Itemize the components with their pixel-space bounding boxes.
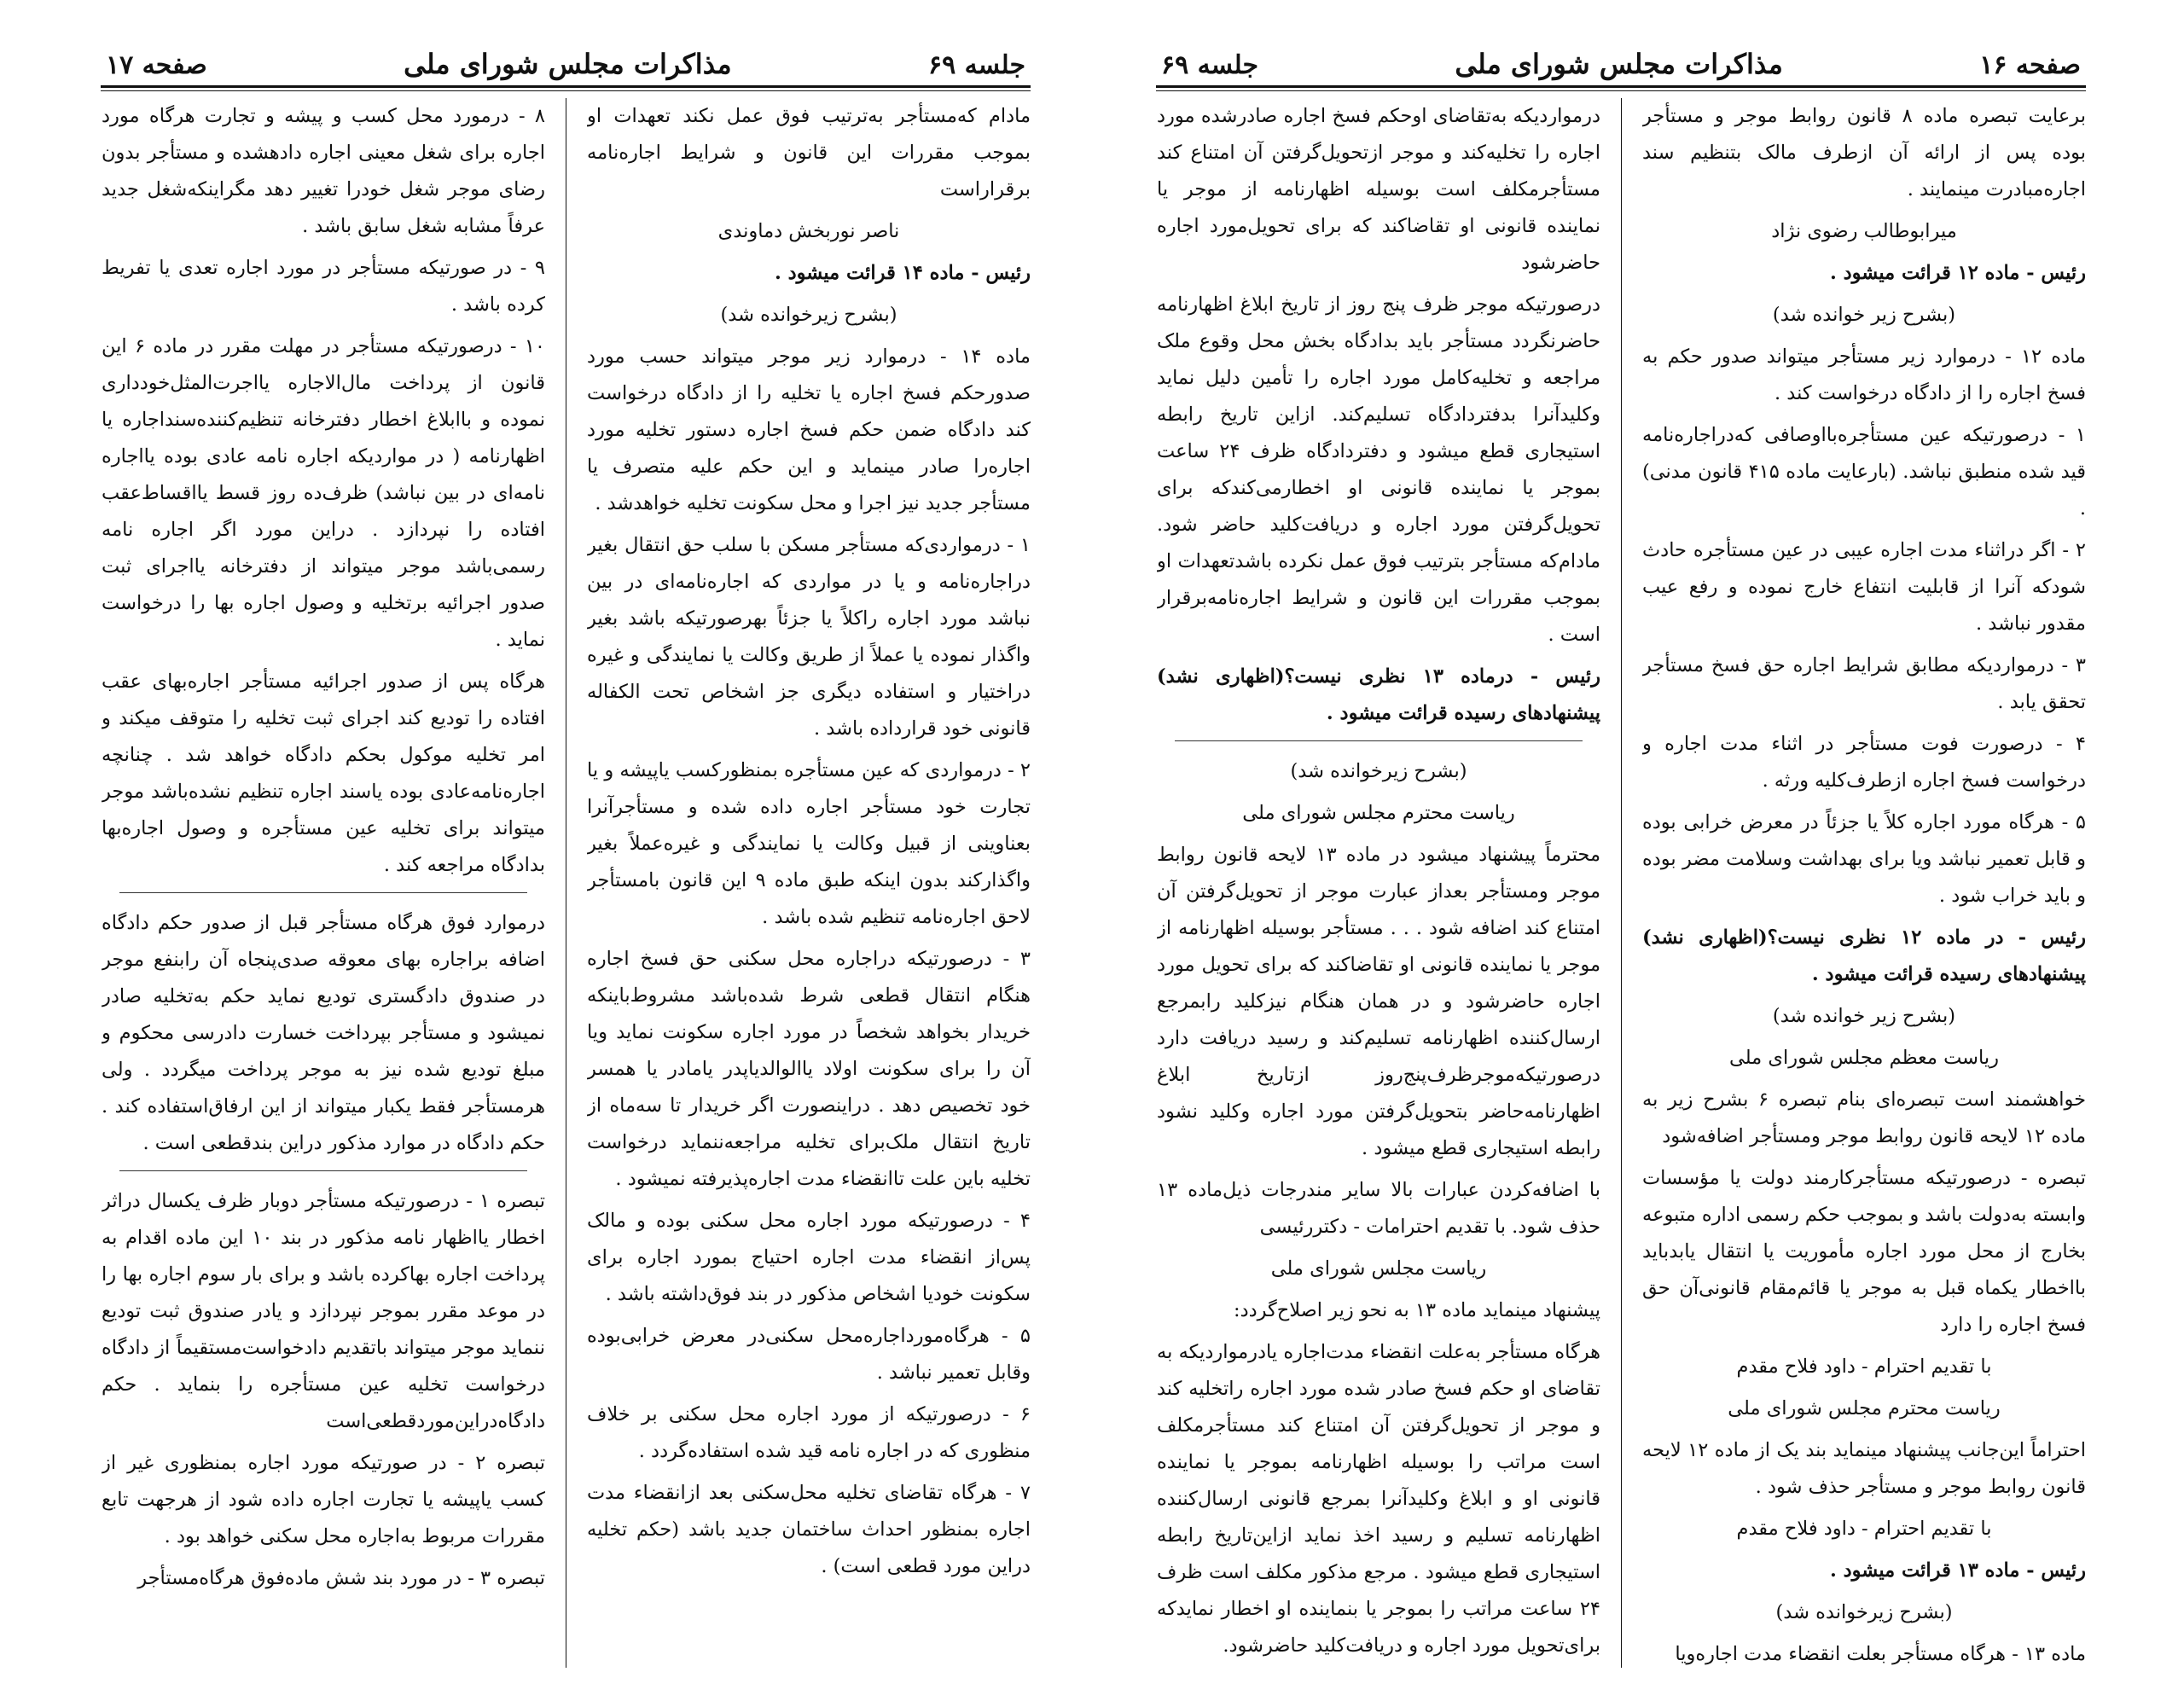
clause-paragraph: ۳ - درمواردیکه مطابق شرایط اجاره حق فسخ مستأجر تحقق یابد . xyxy=(1642,654,2086,713)
session-label: جلسه ۶۹ xyxy=(1161,50,1259,80)
clause-paragraph: ۴ - درصورتیکه مورد اجاره محل سکنی بوده و مالک پس‌از انقضاء مدت اجاره احتیاج بمورد اجاره برای سکونت خودیا اشخاص مذکور در بند فوق‌داشته باشد . xyxy=(587,1210,1031,1305)
clause-paragraph: ۳ - درصورتیکه دراجاره محل سکنی حق فسخ اجاره هنگام انتقال قطعی شرط شده‌باشد مشروط‌باینکه خریدار بخواهد شخصاً در مورد اجاره سکونت نماید ویا آن را برای سکونت اولاد یاالوالدیاپدر یامادر یا همسر خود تخصیص دهد . دراینصورت اگر خریدار تا سه‌ماه از تاریخ انتقال ملک‌برای تخلیه مراجعه‌ننماید درخواست تخلیه باین علت تاانقضاء مدت اجاره‌پذیرفته نمیشود . xyxy=(587,948,1031,1190)
page-16 xyxy=(1156,34,2086,1689)
signature: با تقدیم احترام - داود فلاح مقدم xyxy=(1736,1356,1992,1378)
page-header xyxy=(101,34,1031,80)
speaker-line: رئیس - ماده ۱۴ قرائت میشود . xyxy=(775,262,1031,284)
clause-paragraph: ۴ - درصورت فوت مستأجر در اثناء مدت اجاره و درخواست فسخ اجاره ازطرف‌کلیه ورثه . xyxy=(1642,733,2086,792)
header-rule-thin xyxy=(101,90,1031,91)
article-paragraph: ماده ۱۳ - هرگاه مستأجر بعلت انقضاء مدت اجاره‌ویا xyxy=(1675,1643,2086,1665)
signature: میرابوطالب رضوی نژاد xyxy=(1771,220,1957,242)
paragraph: برعایت تبصره ماده ۸ قانون روابط موجر و مستأجر بوده پس از ارائه آن ازطرف مالک بتنظیم سند اجاره‌مبادرت مینمایند . xyxy=(1642,105,2086,200)
clause-paragraph: ۹ - در صورتیکه مستأجر در مورد اجاره تعدی یا تفریط کرده باشد . xyxy=(102,257,545,316)
column-right xyxy=(587,98,1031,1668)
journal-title: مذاکرات مجلس شورای ملی xyxy=(1455,48,1783,80)
reading-note: (بشرح زیرخوانده شد) xyxy=(720,304,897,326)
page-header xyxy=(1156,34,2086,80)
proposal-paragraph: با اضافه‌کردن عبارات بالا سایر مندرجات ذیل‌ماده ۱۳ حذف شود. با تقدیم احترامات - دکتررئیسی xyxy=(1157,1179,1600,1238)
page-number: صفحه ۱۷ xyxy=(106,50,207,80)
addressee: ریاست محترم مجلس شورای ملی xyxy=(1728,1397,2001,1419)
header-rule xyxy=(101,85,1031,88)
session-label: جلسه ۶۹ xyxy=(927,50,1025,80)
column-right xyxy=(1642,98,2086,1668)
note-paragraph: تبصره ۱ - درصورتیکه مستأجر دوبار ظرف یکسال دراثر اخطار یااظهار نامه مذکور در بند ۱۰ این ماده اقدام به پرداخت اجاره بهاکرده باشد و برای بار سوم اجاره بها را در موعد مقرر بموجر نپردازد و یادر صندوق ثبت تودیع ننماید موجر میتواند باتقدیم دادخواست‌مستقیماً از دادگاه درخواست تخلیه عین مستأجره را بنماید . حکم دادگاه‌دراین‌مورد‌قطعی‌است xyxy=(102,1190,545,1432)
proposal-paragraph: محترماً پیشنهاد میشود در ماده ۱۳ لایحه قانون روابط موجر ومستأجر بعداز عبارت موجر از تحویل‌گرفتن آن امتناع کند اضافه شود . . . مستأجر بوسیله اظهارنامه از موجر یا نماینده قانونی او تقاضاکند که برای تحویل مورد اجاره حاضرشود و در همان هنگام نیزکلید رابمرجع ارسال‌کننده اظهارنامه تسلیم‌کند و رسید دریافت دارد درصورتیکه‌موجرظرف‌پنج‌روز ازتاریخ ابلاغ اظهارنامه‌حاضر بتحویل‌گرفتن مورد اجاره وکلید نشود رابطه استیجاری قطع میشود . xyxy=(1157,844,1600,1159)
reading-note: (بشرح زیرخوانده شد) xyxy=(1290,760,1467,782)
speaker-line: رئیس - ماده ۱۳ قرائت میشود . xyxy=(1830,1559,2086,1582)
journal-title: مذاکرات مجلس شورای ملی xyxy=(404,48,732,80)
clause-paragraph: ۵ - هرگاه‌مورد‌اجاره‌محل سکنی‌در معرض خرابی‌بوده وقابل تعمیر نباشد . xyxy=(587,1325,1031,1384)
column-divider xyxy=(1621,98,1622,1668)
section-separator xyxy=(119,892,527,893)
proposal-paragraph: هرگاه مستأجر به‌علت انقضاء مدت‌اجاره یادرمواردیکه به تقاضای او حکم فسخ صادر شده مورد اجاره راتخلیه کند و موجر از تحویل‌گرفتن آن امتناع کند مستأجرمکلف است مراتب را بوسیله اظهارنامه بموجر یا نماینده قانونی او و ابلاغ وکلیدآنرا بمرجع قانونی ارسال‌کننده اظهارنامه تسلیم و رسید اخذ نماید ازاین‌تاریخ رابطه استیجاری قطع میشود . مرجع مذکور مکلف است ظرف ۲۴ ساعت مراتب را بموجر یا بنماینده او اخطار نمایدکه برای‌تحویل مورد اجاره و دریافت‌کلید حاضرشود. xyxy=(1157,1341,1600,1657)
clause-paragraph: ۲ - اگر دراثناء مدت اجاره عیبی در عین مستأجره حادث شودکه آنرا از قابلیت انتفاع خارج نموده و رفع عیب مقدور نباشد . xyxy=(1642,539,2086,635)
speaker-line: رئیس - ماده ۱۲ قرائت میشود . xyxy=(1830,262,2086,284)
article-paragraph: ماده ۱۲ - درموارد زیر مستأجر میتواند صدور حکم به فسخ اجاره را از دادگاه درخواست کند . xyxy=(1642,345,2086,404)
section-separator xyxy=(1175,740,1583,741)
clause-paragraph: ۵ - هرگاه مورد اجاره کلاً یا جزئاً در معرض خرابی بوده و قابل تعمیر نباشد ویا برای بهداشت وسلامت مضر بوده و باید خراب شود . xyxy=(1642,811,2086,907)
reading-note: (بشرح زیر خوانده شد) xyxy=(1772,304,1956,326)
proposal-paragraph: پیشنهاد مینماید ماده ۱۳ به نحو زیر اصلاح‌گردد: xyxy=(1233,1299,1600,1321)
proposal-paragraph: خواهشمند است تبصره‌ای بنام تبصره ۶ بشرح زیر به ماده ۱۲ لایحه قانون روابط موجر ومستأجر اضافه‌شود xyxy=(1642,1089,2086,1147)
clause-paragraph: ۶ - درصورتیکه از مورد اجاره محل سکنی بر خلاف منظوری که در اجاره نامه قید شده استفاده‌گردد . xyxy=(587,1403,1031,1462)
clause-paragraph: ۸ - درمورد محل کسب و پیشه و تجارت هرگاه مورد اجاره برای شغل معینی اجاره دادهشده و مستأجر بدون رضای موجر شغل خودرا تغییر دهد مگراینکه‌شغل جدید عرفاً مشابه شغل سابق باشد . xyxy=(102,105,545,237)
column-left xyxy=(1157,98,1600,1668)
column-left xyxy=(102,98,545,1668)
clause-paragraph: ۲ - درمواردی که عین مستأجره بمنظورکسب یاپیشه و یا تجارت خود مستأجر اجاره داده شده و مستأجرآنرا بعناوینی از قبیل وکالت یا نمایندگی و غیره‌عملاً بغیر واگذارکند بدون اینکه طبق ماده ۹ این قانون بامستأجر لاحق اجاره‌نامه تنظیم شده باشد . xyxy=(587,759,1031,928)
signature: ناصر نوربخش دماوندی xyxy=(717,220,900,242)
note-paragraph: تبصره - درصورتیکه مستأجرکارمند دولت یا مؤسسات وابسته به‌دولت باشد و بموجب حکم رسمی اداره متبوعه بخارج از محل مورد اجاره مأموریت یا انتقال یابدباید بااخطار یکماه قبل به موجر یا قائم‌مقام قانونی‌آن حق فسخ اجاره را دارد xyxy=(1642,1167,2086,1336)
page-17 xyxy=(101,34,1031,1689)
clause-paragraph: ۷ - هرگاه تقاضای تخلیه محل‌سکنی بعد ازانقضاء مدت اجاره بمنظور احداث ساختمان جدید باشد (حکم تخلیه دراین مورد قطعی است) . xyxy=(587,1482,1031,1577)
paragraph: درمواردیکه به‌تقاضای اوحکم فسخ اجاره صادرشده مورد اجاره را تخلیه‌کند و موجر ازتحویل‌گرفتن آن امتناع کند مستأجرمکلف است بوسیله اظهارنامه از موجر یا نماینده قانونی او تقاضاکند که برای تحویل‌مورد اجاره حاضرشود xyxy=(1157,105,1600,274)
speaker-line: رئیس - درماده ۱۳ نظری نیست؟(اظهاری نشد) پیشنهادهای رسیده قرائت میشود . xyxy=(1157,665,1600,724)
text-columns xyxy=(1156,98,2086,1668)
addressee: ریاست محترم مجلس شورای ملی xyxy=(1242,802,1515,824)
section-separator xyxy=(119,1170,527,1171)
header-rule xyxy=(1156,85,2086,88)
paragraph: مادام که‌مستأجر به‌ترتیب فوق عمل نکند تعهدات او بموجب مقررات این قانون و شرایط اجاره‌نامه برقراراست xyxy=(587,105,1031,200)
note-paragraph: تبصره ۳ - در مورد بند شش ماده‌فوق هرگاه‌مستأجر xyxy=(137,1567,545,1589)
clause-paragraph: ۱ - درمواردی‌که مستأجر مسکن با سلب حق انتقال بغیر دراجاره‌نامه و یا در مواردی که اجاره‌نامه‌ای در بین نباشد مورد اجاره راکلاً یا جزئاً بهرصورتیکه باشد بغیر واگذار نموده یا عملاً از طریق وکالت یا نمایندگی و غیره دراختیار و استفاده دیگری جز اشخاص تحت الکفاله قانونی خود قرارداده باشد . xyxy=(587,534,1031,740)
paragraph: هرگاه پس از صدور اجرائیه مستأجر اجاره‌بهای عقب افتاده را تودیع کند اجرای ثبت تخلیه را متوقف میکند و امر تخلیه موکول بحکم دادگاه خواهد شد . چنانچه اجاره‌نامه‌عادی بوده یاسند اجاره تنظیم نشده‌باشد موجر میتواند برای تخلیه عین مستأجره و وصول اجاره‌بها بدادگاه مراجعه کند . xyxy=(102,671,545,876)
addressee: ریاست معظم مجلس شورای ملی xyxy=(1728,1047,2000,1069)
reading-note: (بشرح زیر خوانده شد) xyxy=(1772,1005,1956,1027)
clause-paragraph: ۱۰ - درصورتیکه مستأجر در مهلت مقرر در ماده ۶ این قانون از پرداخت مال‌الاجاره یااجرت‌المثل‌خودداری نموده و باابلاغ اخطار دفترخانه تنظیم‌کننده‌سنداجاره یا اظهارنامه ( در مواردیکه اجاره نامه عادی بوده یااجاره نامه‌ای در بین نباشد) ظرف‌ده روز قسط یااقساط‌عقب افتاده را نپردازد . دراین مورد اگر اجاره نامه رسمی‌باشد موجر میتواند از دفترخانه یااجرای ثبت صدور اجرائیه برتخلیه و وصول اجاره بها را درخواست نماید . xyxy=(102,335,545,651)
text-columns xyxy=(101,98,1031,1668)
note-paragraph: تبصره ۲ - در صورتیکه مورد اجاره بمنظوری غیر از کسب یاپیشه یا تجارت اجاره داده شود از هرجهت تابع مقررات مربوط به‌اجاره محل سکنی خواهد بود . xyxy=(102,1452,545,1547)
addressee: ریاست مجلس شورای ملی xyxy=(1270,1257,1487,1280)
paragraph: درموارد فوق هرگاه مستأجر قبل از صدور حکم دادگاه اضافه براجاره بهای معوقه صدی‌پنجاه آن رابنفع موجر در صندوق دادگستری تودیع نماید حکم به‌تخلیه صادر نمیشود و مستأجر بپرداخت خسارت دادرسی محکوم و مبلغ تودیع شده نیز به موجر پرداخت میگردد . ولی هرمستأجر فقط یکبار میتواند از این ارفاق‌استفاده کند . حکم دادگاه در موارد مذکور دراین بندقطعی است . xyxy=(102,912,545,1154)
article-paragraph: ماده ۱۴ - درموارد زیر موجر میتواند حسب مورد صدورحکم فسخ اجاره یا تخلیه را از دادگاه درخواست کند دادگاه ضمن حکم فسخ اجاره دستور تخلیه مورد اجاره‌را صادر مینماید و این حکم علیه متصرف یا مستأجر جدید نیز اجرا و محل سکونت تخلیه خواهدشد . xyxy=(587,345,1031,514)
speaker-line: رئیس - در ماده ۱۲ نظری نیست؟(اظهاری نشد) پیشنهادهای رسیده قرائت میشود . xyxy=(1642,926,2086,985)
proposal-paragraph: احتراماً این‌جانب پیشنهاد مینماید بند یک از ماده ۱۲ لایحه قانون روابط موجر و مستأجر حذف شود . xyxy=(1642,1439,2086,1498)
header-rule-thin xyxy=(1156,90,2086,91)
clause-paragraph: ۱ - درصورتیکه عین مستأجره‌بااوصافی که‌دراجاره‌نامه قید شده منطبق نباشد. (بارعایت ماده ۴۱۵ قانون مدنی) . xyxy=(1642,424,2086,520)
paragraph: درصورتیکه موجر ظرف پنج روز از تاریخ ابلاغ اظهارنامه حاضرنگردد مستأجر باید بدادگاه بخش محل وقوع ملک مراجعه و تخلیه‌کامل مورد اجاره را تأمین دلیل نماید وکلیدآنرا بدفتردادگاه تسلیم‌کند. ازاین تاریخ رابطه استیجاری قطع میشود و دفتردادگاه ظرف ۲۴ ساعت بموجر یا نماینده قانونی او اخطارمی‌کندکه برای تحویل‌گرفتن مورد اجاره و دریافت‌کلید حاضر شود. مادام‌که مستأجر بترتیب فوق عمل نکرده باشدتعهدات او بموجب مقررات این قانون و شرایط اجاره‌نامه‌برقرار است . xyxy=(1157,293,1600,646)
page-number: صفحه ۱۶ xyxy=(1979,50,2081,80)
reading-note: (بشرح زیرخوانده شد) xyxy=(1775,1601,1953,1623)
signature: با تقدیم احترام - داود فلاح مقدم xyxy=(1736,1518,1992,1540)
